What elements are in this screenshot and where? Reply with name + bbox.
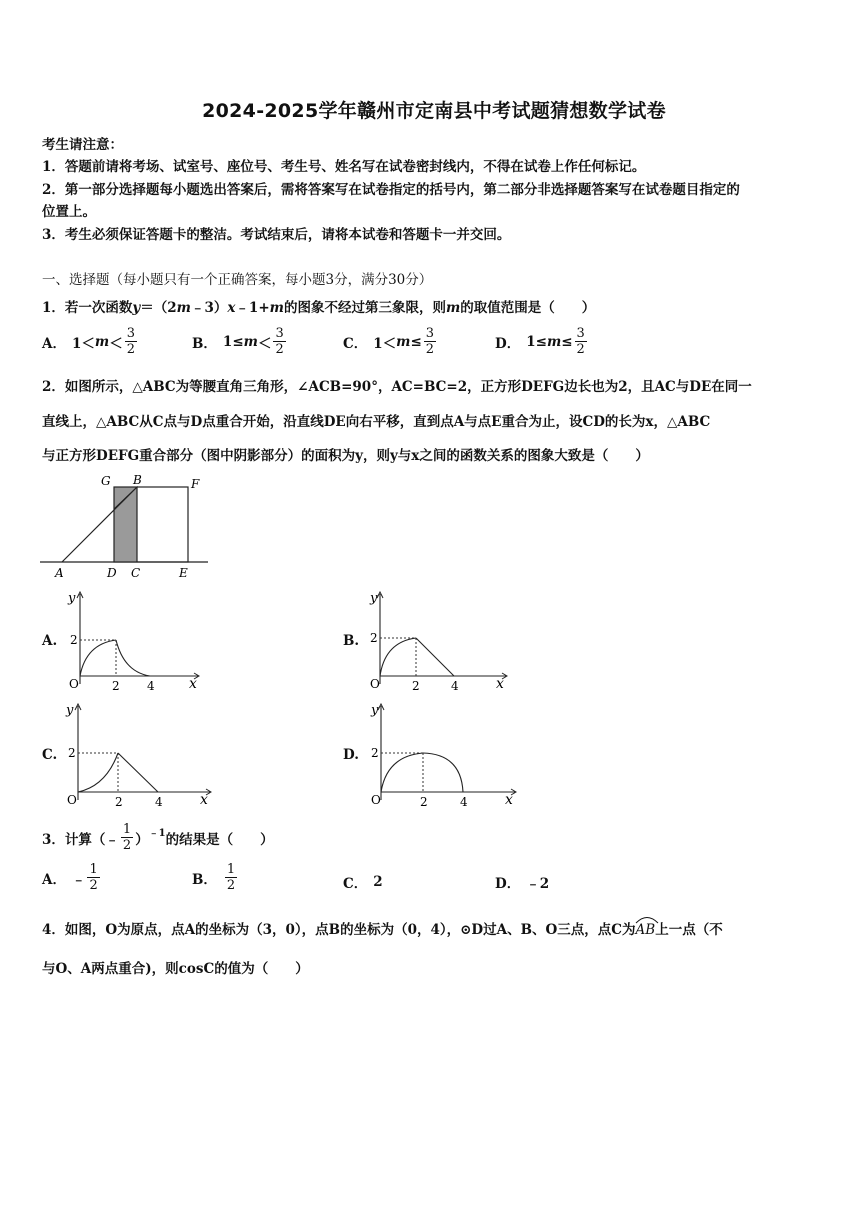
svg-text:y: y — [68, 591, 76, 606]
q4-line-2: 与O、A两点重合)，则cosC的值为（ ） — [42, 961, 309, 977]
q1-option-a[interactable]: A． 1＜ m ＜ $\frac{3}{2}$ — [42, 326, 135, 357]
q1-stem: 1．若一次函数y＝（2m﹣3）x﹣1+m的图象不经过第三象限，则m的取值范围是（ ） — [42, 300, 596, 316]
q4-line-1: 4．如图，O为原点，点A的坐标为（3，0），点B的坐标为（0，4），⊙D过A、B、O三点，点C为 AB上一点（不 — [42, 918, 723, 938]
svg-text:x: x — [496, 676, 504, 692]
q2-graph-a[interactable] — [66, 588, 206, 692]
svg-text:O: O — [67, 793, 77, 807]
svg-text:2: 2 — [112, 679, 120, 692]
q1-option-d[interactable]: D． 1≤ m ≤ $\frac{3}{2}$ — [495, 326, 585, 357]
q2-graph-d[interactable] — [369, 700, 521, 808]
q2-line-3: 与正方形DEFG重合部分（图中阴影部分）的面积为y，则y与x之间的函数关系的图象大致是（ ） — [42, 448, 649, 464]
q2-option-d-label[interactable]: D. — [343, 747, 359, 763]
svg-text:y: y — [370, 591, 378, 606]
label-c: C — [131, 566, 141, 580]
q2-line-1: 2．如图所示，△ABC为等腰直角三角形，∠ACB=90°，AC=BC=2，正方形DEFG边长也为2，且AC与DE在同一 — [42, 379, 752, 395]
svg-text:2: 2 — [420, 795, 428, 808]
q2-option-c-label[interactable]: C. — [42, 747, 58, 763]
svg-text:4: 4 — [147, 679, 155, 692]
label-f: F — [191, 477, 200, 491]
curve-fall — [116, 640, 150, 676]
notice-item-2-cont: 位置上。 — [42, 204, 96, 220]
svg-text:y: y — [371, 703, 379, 718]
section-heading: 一、选择题（每小题只有一个正确答案，每小题3分，满分30分） — [42, 272, 433, 288]
q2-option-b-label[interactable]: B. — [343, 633, 360, 649]
page-title: 2024-2025学年赣州市定南县中考试题猜想数学试卷 — [202, 100, 666, 122]
svg-text:O: O — [69, 677, 79, 691]
svg-text:2: 2 — [70, 633, 78, 647]
label-d: D — [107, 566, 117, 580]
svg-text:4: 4 — [451, 679, 459, 692]
q3-option-a[interactable]: A． ﹣ $\frac{1}{2}$ — [42, 862, 98, 893]
q3-option-b[interactable]: B． $\frac{1}{2}$ — [192, 862, 236, 893]
svg-text:O: O — [371, 793, 381, 807]
label-e: E — [179, 566, 188, 580]
notice-heading: 考生请注意： — [42, 137, 123, 153]
label-g: G — [101, 474, 111, 488]
svg-text:x: x — [200, 792, 208, 808]
svg-text:4: 4 — [155, 795, 163, 808]
notice-item-3: 3．考生必须保证答题卡的整洁。考试结束后，请将本试卷和答题卡一并交回。 — [42, 227, 511, 243]
svg-text:x: x — [189, 676, 197, 692]
q2-option-a-label[interactable]: A. — [42, 633, 58, 649]
q2-graph-c[interactable] — [64, 700, 216, 808]
q2-figure — [40, 470, 210, 582]
svg-text:O: O — [370, 677, 380, 691]
curve-rise — [80, 640, 116, 676]
svg-text:y: y — [66, 703, 74, 718]
svg-text:2: 2 — [371, 746, 379, 760]
svg-text:4: 4 — [460, 795, 468, 808]
label-a: A — [55, 566, 64, 580]
q2-graph-b[interactable] — [368, 588, 514, 692]
q3-stem: 3．计算（﹣ $\frac{1}{2}$ ） $^{﹣1}$ 的结果是（ ） — [42, 822, 274, 853]
label-b: B — [133, 473, 142, 487]
q1-option-c[interactable]: C． 1＜ m ≤ $\frac{3}{2}$ — [343, 326, 435, 357]
svg-text:2: 2 — [115, 795, 123, 808]
q2-line-2: 直线上，△ABC从C点与D点重合开始，沿直线DE向右平移，直到点A与点E重合为止，设CD的长为x，△ABC — [42, 414, 711, 430]
notice-item-1: 1．答题前请将考场、试室号、座位号、考生号、姓名写在试卷密封线内，不得在试卷上作任何标记。 — [42, 159, 646, 175]
q3-option-c[interactable]: C． 2 — [343, 874, 383, 892]
svg-text:x: x — [505, 792, 513, 808]
q1-option-b[interactable]: B． 1≤ m ＜ $\frac{3}{2}$ — [192, 326, 284, 357]
q3-option-d[interactable]: D． ﹣2 — [495, 876, 550, 892]
arc-ab: AB — [636, 920, 656, 938]
svg-text:2: 2 — [412, 679, 420, 692]
notice-item-2: 2．第一部分选择题每小题选出答案后，需将答案写在试卷指定的括号内，第二部分非选择题答案写在试卷题目指定的 — [42, 182, 740, 198]
svg-text:2: 2 — [68, 746, 76, 760]
svg-text:2: 2 — [370, 631, 378, 645]
